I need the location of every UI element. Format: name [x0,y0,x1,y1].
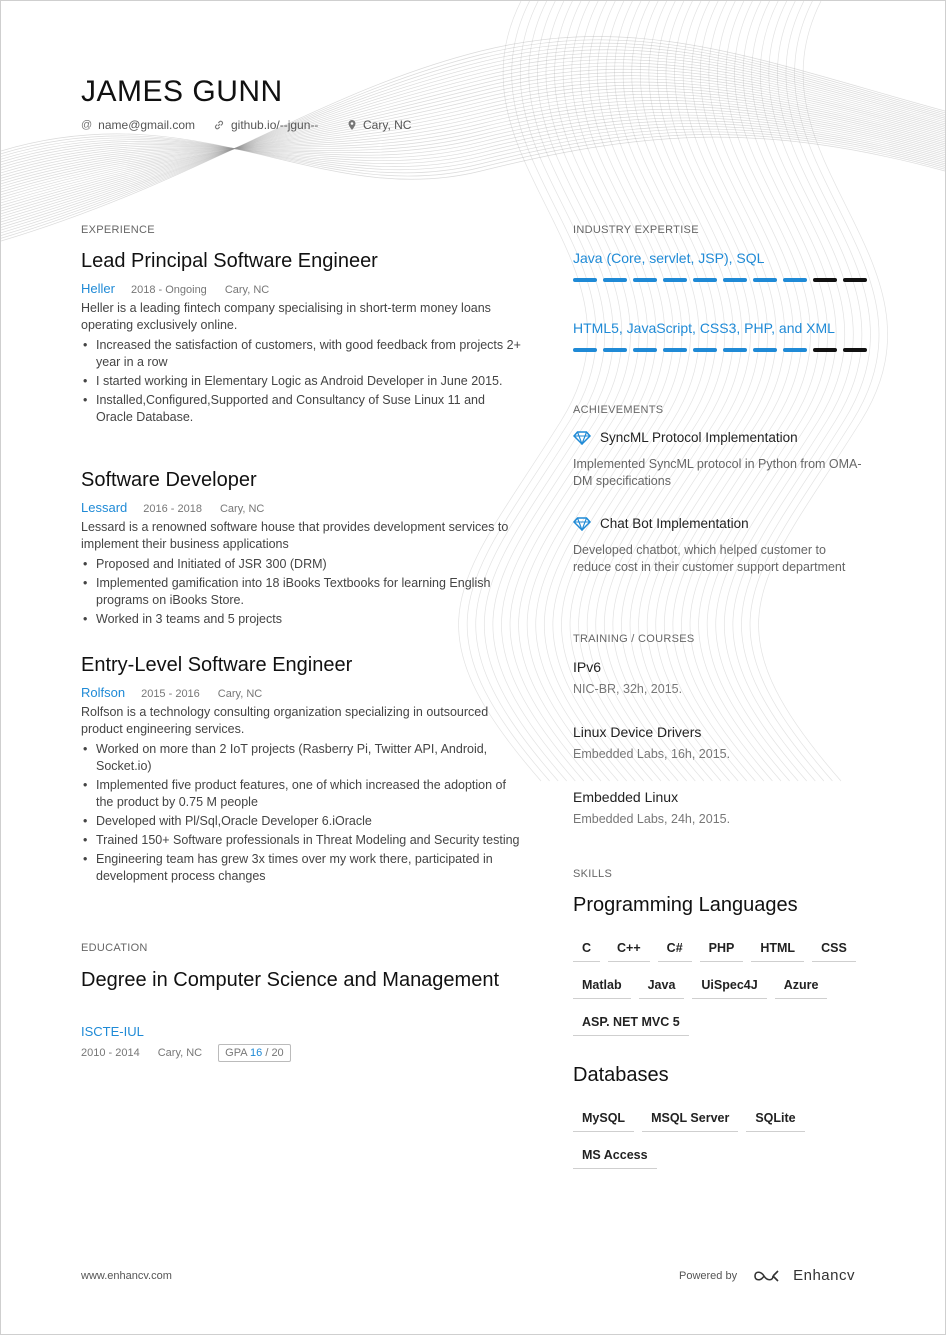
expertise-level-bar [573,278,867,282]
level-segment-filled [693,278,717,282]
skill-tag: Matlab [573,974,631,999]
expertise-title: Java (Core, servlet, JSP), SQL [573,250,765,266]
achievement-description: Implemented SyncML protocol in Python from OMA-DM specifications [573,457,862,488]
level-segment-filled [723,348,747,352]
job-location: Cary, NC [219,503,265,515]
email-contact[interactable] [81,118,195,132]
job-location: Cary, NC [224,284,270,296]
job-description: Rolfson is a technology consulting organization specializing in outsourced product engineering services. [81,705,489,736]
skill-tags [573,937,863,1036]
bullet-item: • Worked in 3 teams and 5 projects [81,611,521,628]
expertise-title: HTML5, JavaScript, CSS3, PHP, and XML [573,320,835,336]
achievement-title: SyncML Protocol Implementation [600,430,798,445]
skill-group-title: Databases [573,1064,669,1086]
education-degree: Degree in Computer Science and Management [81,969,500,991]
education-dates: 2010 - 2014 [81,1047,140,1059]
wave-line [664,1,793,781]
wave-line [1,40,945,238]
location-text: Cary, NC [363,118,412,132]
wave-line [707,1,836,781]
wave-line [1,132,945,173]
skill-tag: PHP [700,937,744,962]
level-segment-filled [603,278,627,282]
github-text: github.io/--jgun-- [231,118,319,132]
job-bullets [81,556,521,628]
wave-line [544,1,673,781]
wave-line [656,1,785,781]
job-bullets [81,741,521,885]
wave-line [673,1,802,781]
job-details [81,300,521,428]
level-segment-filled [573,348,597,352]
education-meta [81,1044,291,1062]
gpa-badge [218,1044,291,1062]
wave-line [587,1,716,781]
level-segment-empty [813,278,837,282]
level-segment-filled [783,348,807,352]
achievement-title-row [573,516,749,531]
job-bullets [81,337,521,426]
wave-line [681,1,810,781]
level-segment-filled [633,348,657,352]
skill-tag: MSQL Server [642,1107,738,1132]
footer-website-link[interactable]: www.enhancv.com [81,1270,172,1282]
wave-line [1,97,945,189]
job-title: Software Developer [81,469,257,491]
skill-tag: UiSpec4J [692,974,766,999]
diamond-icon [573,431,591,445]
location-pin-icon [347,119,357,131]
job-dates: 2016 - 2018 [143,503,202,515]
wave-line [613,1,742,781]
job-description: Lessard is a renowned software house that provides development services to implement their business applications [81,520,509,551]
at-icon: @ [81,119,93,131]
enhancv-logo-icon [753,1268,787,1284]
bullet-item: • Increased the satisfaction of customers, with good feedback from projects 2+ year in a row [81,337,521,371]
bullet-item: • Implemented five product features, one of which increased the adoption of the product by 0.75 M people [81,777,521,811]
bullet-item: • Proposed and Initiated of JSR 300 (DRM) [81,556,521,573]
job-dates: 2015 - 2016 [141,688,200,700]
wave-line [750,1,879,781]
expertise-section-label: INDUSTRY EXPERTISE [573,224,699,236]
course-meta: Embedded Labs, 24h, 2015. [573,812,731,826]
course-title: Linux Device Drivers [573,724,702,740]
job-meta [81,500,264,515]
gpa-value: 16 [250,1047,263,1059]
education-section-label: EDUCATION [81,942,148,954]
wave-line [1,100,945,186]
bullet-item: • Trained 150+ Software professionals in Threat Modeling and Security testing [81,832,521,849]
level-segment-empty [843,348,867,352]
course-title: Embedded Linux [573,789,679,805]
wave-line [604,1,733,781]
job-details [81,704,521,887]
expertise-level-bar [573,348,867,352]
level-segment-filled [633,278,657,282]
wave-line [1,36,945,241]
wave-line [759,1,888,781]
level-segment-empty [813,348,837,352]
wave-line [1,129,945,170]
level-segment-filled [753,348,777,352]
job-title: Entry-Level Software Engineer [81,654,353,676]
job-company[interactable]: Heller [81,281,115,296]
skill-tag: MS Access [573,1144,657,1169]
experience-section-label: EXPERIENCE [81,224,155,236]
powered-by-text: Powered by [679,1269,738,1282]
wave-line [741,1,870,781]
job-location: Cary, NC [217,688,263,700]
wave-line [1,134,945,179]
skill-tag: Azure [775,974,828,999]
bullet-item: • Engineering team has grew 3x times over my work there, participated in development process changes [81,851,521,885]
skill-tag: C++ [608,937,650,962]
education-location: Cary, NC [157,1047,203,1059]
skill-tags [573,1107,863,1169]
job-description: Heller is a leading fintech company specialising in short-term money loans operating exclusively online. [81,301,491,332]
bullet-item: • I started working in Elementary Logic as Android Developer in June 2015. [81,373,521,390]
skill-tag: MySQL [573,1107,634,1132]
course-meta: Embedded Labs, 16h, 2015. [573,747,731,761]
level-segment-empty [843,278,867,282]
skill-tag: ASP. NET MVC 5 [573,1011,689,1036]
wave-line [1,43,945,235]
achievements-section-label: ACHIEVEMENTS [573,404,664,416]
job-meta [81,281,269,296]
skill-tag: SQLite [746,1107,804,1132]
level-segment-filled [723,278,747,282]
job-title: Lead Principal Software Engineer [81,250,378,272]
job-dates: 2018 - Ongoing [130,284,207,296]
level-segment-filled [663,348,687,352]
job-company[interactable]: Lessard [81,500,128,515]
link-icon [213,119,225,131]
wave-line [1,134,945,176]
job-details [81,519,521,630]
location-contact [347,118,411,132]
skill-tag: Java [639,974,685,999]
gpa-label: GPA [225,1047,247,1059]
level-segment-filled [603,348,627,352]
achievement-title-row [573,430,798,445]
level-segment-filled [753,278,777,282]
job-meta [81,685,262,700]
wave-line [690,1,819,781]
skill-tag: HTML [751,937,804,962]
wave-line [724,1,853,781]
training-section-label: TRAINING / COURSES [573,633,695,645]
level-segment-filled [573,278,597,282]
email-text: name@gmail.com [98,118,196,132]
skills-section-label: SKILLS [573,868,613,880]
wave-line [733,1,862,781]
achievement-description: Developed chatbot, which helped customer to reduce cost in their customer support department [573,543,846,574]
diamond-icon [573,517,591,531]
education-school[interactable]: ISCTE-IUL [81,1024,144,1039]
level-segment-filled [693,348,717,352]
wave-line [639,1,768,781]
bullet-item: • Developed with Pl/Sql,Oracle Developer 6.iOracle [81,813,521,830]
wave-line [596,1,725,781]
footer-branding[interactable] [679,1267,855,1284]
github-contact[interactable] [213,118,318,132]
skill-group-title: Programming Languages [573,894,798,916]
wave-line [716,1,845,781]
job-company[interactable]: Rolfson [81,685,126,700]
skill-tag: C# [658,937,692,962]
bullet-item: • Installed,Configured,Supported and Consultancy of Suse Linux 11 and Oracle Database. [81,392,521,426]
course-title: IPv6 [573,659,602,675]
course-meta: NIC-BR, 32h, 2015. [573,682,683,696]
level-segment-filled [783,278,807,282]
wave-line [1,126,945,166]
bullet-item: • Worked on more than 2 IoT projects (Rasberry Pi, Twitter API, Android, Socket.io) [81,741,521,775]
wave-line [621,1,750,781]
skill-tag: C [573,937,600,962]
wave-line [630,1,759,781]
gpa-max: / 20 [265,1047,284,1059]
skill-tag: CSS [812,937,856,962]
achievement-title: Chat Bot Implementation [600,516,749,531]
candidate-name: JAMES GUNN [81,75,283,108]
bullet-item: • Implemented gamification into 18 iBooks Textbooks for learning English programs on iBooks Store. [81,575,521,609]
wave-line [647,1,776,781]
wave-line [699,1,828,781]
level-segment-filled [663,278,687,282]
enhancv-brand-text: Enhancv [793,1267,855,1284]
wave-line [1,103,945,183]
